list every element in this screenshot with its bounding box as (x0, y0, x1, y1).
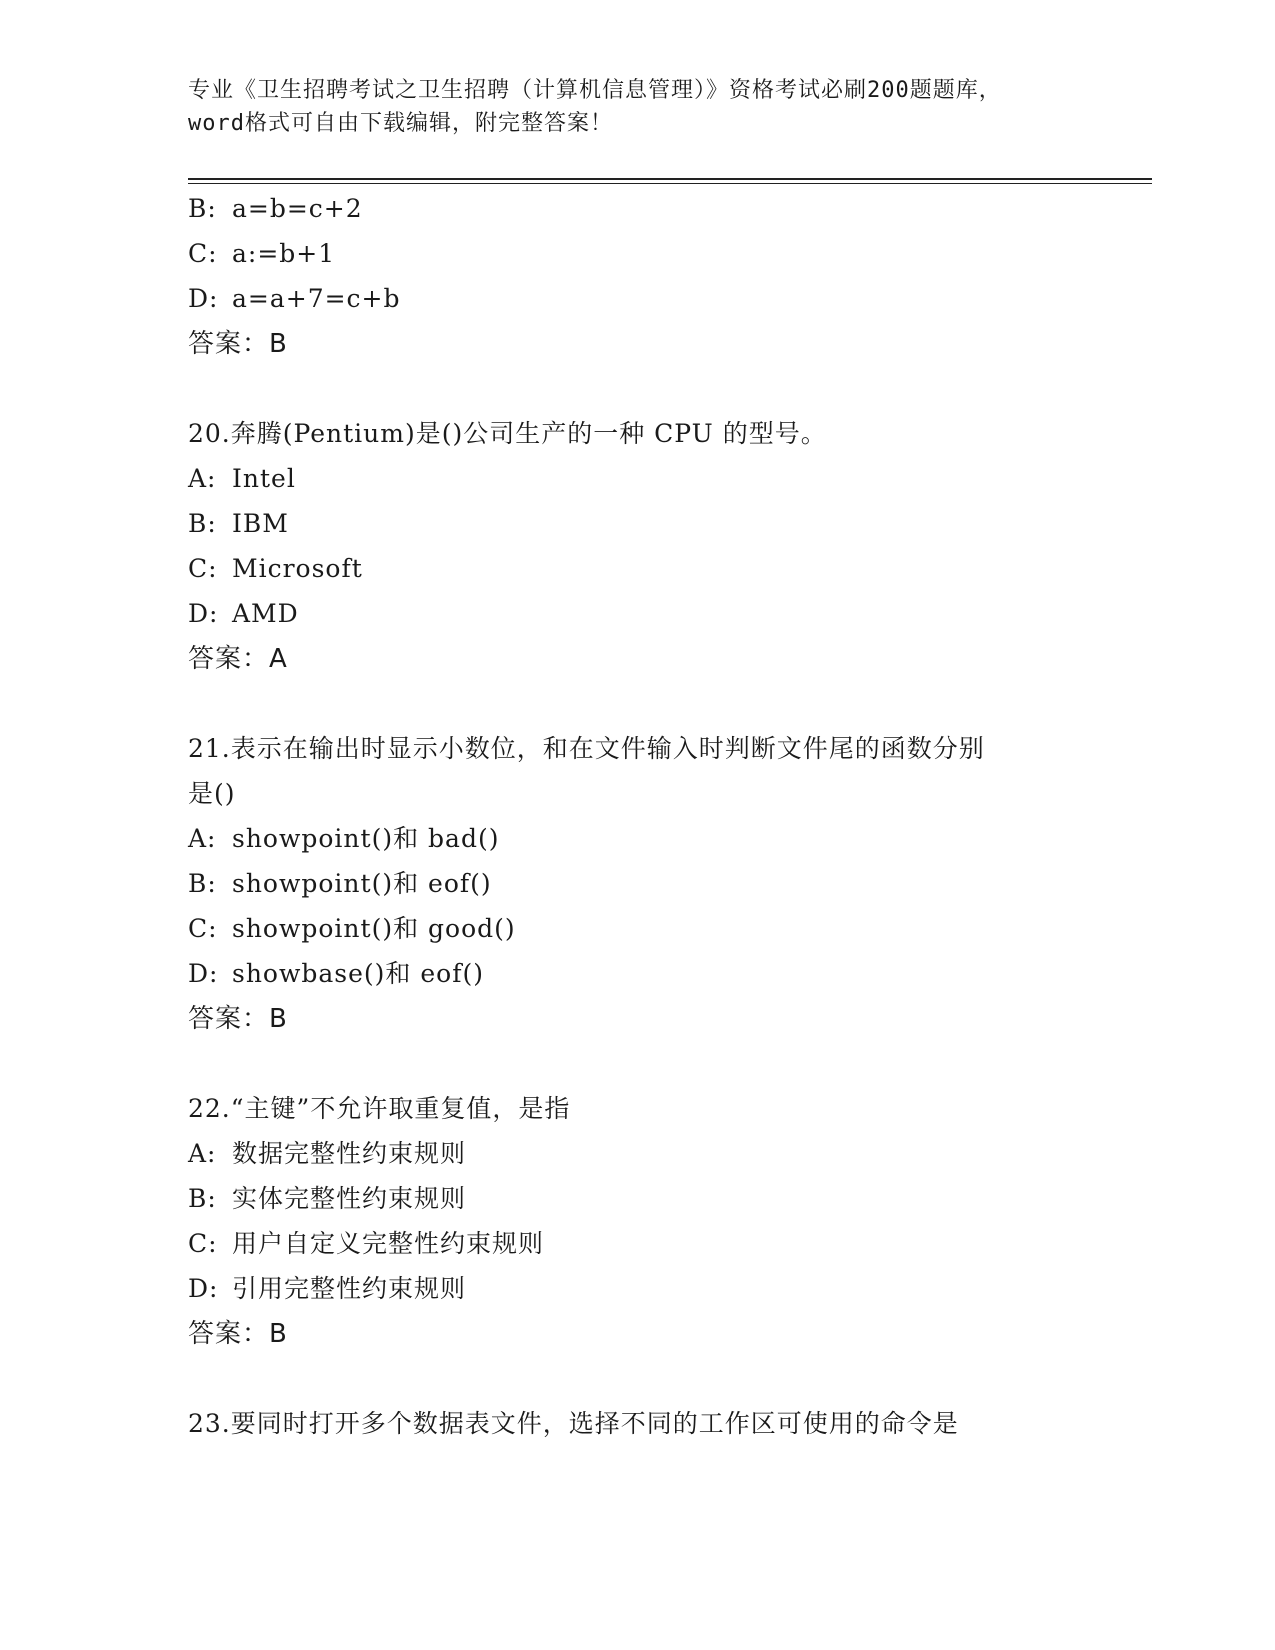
q22-option-c: C: 用户自定义完整性约束规则 (188, 1229, 545, 1258)
header-divider (188, 178, 1152, 180)
q22-option-d: D: 引用完整性约束规则 (188, 1274, 467, 1303)
q20-stem: 20.奔腾(Pentium)是()公司生产的一种 CPU 的型号。 (188, 419, 827, 448)
q21-option-b: B: showpoint()和 eof() (188, 869, 492, 898)
q22-option-b: B: 实体完整性约束规则 (188, 1184, 467, 1213)
q21-stem-line-1: 21.表示在输出时显示小数位，和在文件输入时判断文件尾的函数分别 (188, 734, 985, 763)
q20-option-a: A: Intel (188, 464, 296, 493)
q21-option-d: D: showbase()和 eof() (188, 959, 484, 988)
q22-option-a: A: 数据完整性约束规则 (188, 1139, 467, 1168)
q20-option-b: B: IBM (188, 509, 289, 538)
q20-answer: 答案：A (188, 644, 288, 674)
q21-option-c: C: showpoint()和 good() (188, 914, 516, 943)
q19-option-c: C: a:=b+1 (188, 239, 336, 268)
q20-option-d: D: AMD (188, 599, 299, 628)
q19-option-b: B: a=b=c+2 (188, 194, 363, 223)
q22-stem: 22.“主键”不允许取重复值，是指 (188, 1094, 571, 1123)
q21-stem-line-2: 是() (188, 779, 236, 808)
q22-answer: 答案：B (188, 1319, 288, 1349)
header-line-2: word格式可自由下载编辑，附完整答案！ (188, 111, 613, 136)
q20-option-c: C: Microsoft (188, 554, 363, 583)
q21-answer: 答案：B (188, 1004, 288, 1034)
header-divider-thin (188, 183, 1152, 184)
q21-option-a: A: showpoint()和 bad() (188, 824, 500, 853)
document-header (188, 74, 1088, 140)
header-line-1: 专业《卫生招聘考试之卫生招聘（计算机信息管理）》资格考试必刷200题题库， (188, 78, 1002, 103)
q23-stem: 23.要同时打开多个数据表文件，选择不同的工作区可使用的命令是 (188, 1409, 959, 1438)
q19-answer: 答案：B (188, 329, 288, 359)
q19-option-d: D: a=a+7=c+b (188, 284, 401, 313)
